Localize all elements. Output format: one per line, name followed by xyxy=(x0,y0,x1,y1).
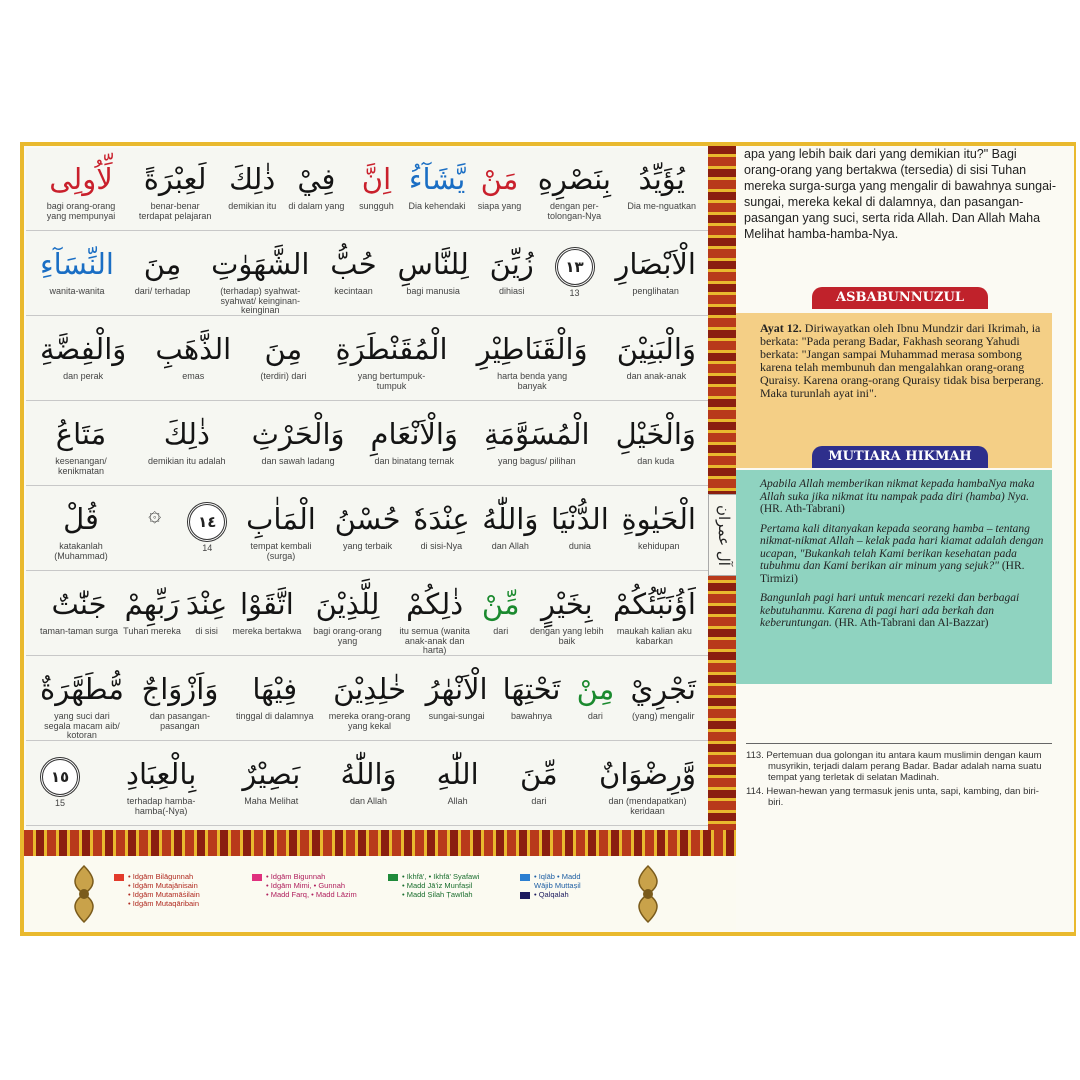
word-cell xyxy=(409,148,466,230)
word-translation: Maha Melihat xyxy=(244,796,299,806)
legend-swatch-navy xyxy=(520,892,530,899)
word-translation: dengan per-tolongan-Nya xyxy=(547,201,602,221)
word-translation: yang terbaik xyxy=(343,541,393,551)
word-cell xyxy=(307,573,389,655)
word-translation: yang suci dari segala macam aib/ kotoran xyxy=(44,711,120,740)
word-translation: emas xyxy=(182,371,205,381)
word-translation: dan anak-anak xyxy=(626,371,687,381)
legend-swatch-red xyxy=(114,874,124,881)
word-cell xyxy=(211,233,309,315)
word-cell xyxy=(490,233,534,315)
arabic-word: لِّاُولِى xyxy=(49,162,113,196)
word-translation: maukah kalian aku kabarkan xyxy=(616,626,692,646)
arabic-word: مُّطَهَّرَةٌ xyxy=(40,672,124,706)
word-translation: tempat kembali (surga) xyxy=(250,541,312,561)
arabic-word: وَاللّٰهُ xyxy=(340,757,397,791)
word-cell xyxy=(240,488,322,570)
arabic-word: عِنْدَ xyxy=(185,587,228,621)
legend-swatch-pink xyxy=(252,874,262,881)
hikmah-quote: Pertama kali ditanyakan kepada seorang hamba – tentang nikmat-nikmat Allah – kelak pada hari kiamat adalah dengan ucapan, "Bukankah telah Kami berikan kesehatan pada tubuhmu dan Kami berikan air minum yang sejuk?" xyxy=(760,522,1044,572)
arabic-word: جَنّٰتٌ xyxy=(51,587,107,621)
legend-item: • Iqlāb • Madd xyxy=(534,872,581,881)
word-translation: bagi orang-orang yang xyxy=(313,626,382,646)
word-cell xyxy=(40,318,126,400)
legend-item: Wājib Muttaṣil xyxy=(534,881,581,890)
word-cell xyxy=(236,658,314,740)
word-translation: sungguh xyxy=(359,201,394,211)
word-translation: tinggal di dalamnya xyxy=(235,711,314,721)
word-translation: dan binatang ternak xyxy=(374,456,455,466)
word-translation: mereka orang-orang yang kekal xyxy=(328,711,411,731)
word-translation: bawahnya xyxy=(511,711,553,721)
word-translation: kecintaan xyxy=(334,286,373,296)
word-cell xyxy=(630,658,696,740)
hikmah-quote: Apabila Allah memberikan nikmat kepada hambaNya maka Allah suka jika nikmat itu nampak pada diri (hamba) Nya. xyxy=(760,478,1035,503)
arabic-word: اِنَّ xyxy=(361,162,392,196)
word-cell xyxy=(329,658,411,740)
word-translation: dan (mendapatkan) keridaan xyxy=(608,796,687,816)
arabic-word: مِنَ xyxy=(143,247,182,281)
arabic-word: وَالْحَرْثِ xyxy=(251,417,345,451)
word-cell xyxy=(371,403,458,485)
arabic-word: ذٰلِكَ xyxy=(229,162,276,196)
arabic-word: وَّرِضْوَانٌ xyxy=(599,757,696,791)
arabic-word: مَتَاعُ xyxy=(55,417,107,451)
arabic-word: لِلَّذِيْنَ xyxy=(315,587,380,621)
ayah-number-marker: ١٤ xyxy=(187,502,227,542)
word-cell xyxy=(40,743,80,825)
word-cell xyxy=(288,148,344,230)
word-translation: dari xyxy=(531,796,547,806)
word-cell xyxy=(616,403,696,485)
footnotes xyxy=(746,750,1052,811)
word-cell xyxy=(526,573,608,655)
footnote: 114. Hewan-hewan yang termasuk jenis unta, sapi, kambing, dan biri-biri. xyxy=(746,786,1039,808)
arabic-word: اتَّقَوْا xyxy=(239,587,294,621)
legend-swatch-green xyxy=(388,874,398,881)
asbabunnuzul-body: Diriwayatkan oleh Ibnu Mundzir dari Ikrimah, ia berkata: "Pada perang Badar, Fakhash seorang Yahudi berkata: "Jangan sampai Muhammad merasa sombong karena telah membunuh dan mengalahkan orang-orang Quraisy. Karena orang-orang Quraisy tidak bisa berperang. Maka turunlah ayat ini". xyxy=(760,321,1044,400)
word-translation: (yang) mengalir xyxy=(631,711,695,721)
ayah-number-marker: ١٥ xyxy=(40,757,80,797)
quran-row xyxy=(26,148,708,231)
legend-item: • Madd Farq, • Madd Lāzim xyxy=(266,890,357,899)
word-cell xyxy=(519,743,559,825)
arabic-word: الشَّهَوٰتِ xyxy=(211,247,310,281)
legend-item: • Idgām Mutajānisain xyxy=(128,881,198,890)
surah-tab: آل عمران xyxy=(708,494,740,576)
word-translation: benar-benar terdapat pelajaran xyxy=(138,201,212,221)
footnote-divider xyxy=(746,743,1052,744)
word-translation: bagi orang-orang yang mempunyai xyxy=(46,201,116,221)
word-cell xyxy=(599,743,696,825)
arabic-word: اللّٰهِ xyxy=(436,757,479,791)
word-cell xyxy=(186,573,227,655)
arabic-word: بَصِيْرٌ xyxy=(242,757,301,791)
arabic-word: زُيِّنَ xyxy=(489,247,534,281)
quran-row xyxy=(26,573,708,656)
arabic-word: الدُّنْيَا xyxy=(551,502,609,536)
ornament-border-bottom xyxy=(24,830,736,856)
arabic-word: رَبِّهِمْ xyxy=(124,587,180,621)
mutiara-hikmah-title: MUTIARA HIKMAH xyxy=(812,446,988,468)
word-translation: dan Allah xyxy=(491,541,529,551)
word-cell xyxy=(40,573,118,655)
arabic-word: الذَّهَبِ xyxy=(155,332,232,366)
word-translation: sungai-sungai xyxy=(428,711,485,721)
asbabunnuzul-title: ASBABUNNUZUL xyxy=(812,287,988,309)
word-cell xyxy=(613,573,696,655)
word-cell xyxy=(335,488,401,570)
ornament-left-icon xyxy=(64,864,104,924)
word-cell xyxy=(477,318,588,400)
word-translation: 14 xyxy=(202,543,213,553)
asbabunnuzul-text xyxy=(760,322,1044,400)
word-cell xyxy=(394,573,476,655)
quran-row xyxy=(26,403,708,486)
word-line xyxy=(26,743,708,825)
word-line xyxy=(26,488,708,570)
arabic-word: الْمُسَوَّمَةِ xyxy=(484,417,590,451)
word-cell xyxy=(478,148,522,230)
word-translation: dan Allah xyxy=(349,796,387,806)
word-cell xyxy=(40,148,122,230)
arabic-word: فِيْهَا xyxy=(252,672,298,706)
word-cell xyxy=(123,573,181,655)
arabic-word: الْاَنْهٰرُ xyxy=(425,672,488,706)
tajwid-legend xyxy=(26,858,736,930)
word-cell xyxy=(335,318,447,400)
word-translation: Dia kehendaki xyxy=(408,201,466,211)
word-translation: demikian itu adalah xyxy=(148,456,226,466)
arabic-word: يُؤَيِّدُ xyxy=(638,162,685,196)
legend-item: • Idgām Mutaqāribain xyxy=(128,899,199,908)
word-cell xyxy=(148,403,226,485)
legend-item: • Idgām Mutamāṡilain xyxy=(128,890,200,899)
arabic-word: تَحْتِهَا xyxy=(502,672,561,706)
word-line xyxy=(26,573,708,655)
word-translation: kesenangan/ kenikmatan xyxy=(55,456,107,476)
word-cell xyxy=(120,743,202,825)
hikmah-source: (HR. Tirmizi) xyxy=(760,560,1025,585)
word-cell xyxy=(413,488,469,570)
word-line xyxy=(26,233,708,315)
word-cell xyxy=(503,658,561,740)
hikmah-quote: Bangunlah pagi hari untuk mencari rezeki dan berbagai kebutuhanmu. Karena di pagi hari ada berkah dan keberuntungan. xyxy=(760,592,1020,629)
rub-el-hizb-icon: ۞ xyxy=(148,502,162,527)
legend-col-1 xyxy=(114,872,200,908)
word-cell xyxy=(228,148,276,230)
word-line xyxy=(26,658,708,740)
word-translation: Dia me-nguatkan xyxy=(627,201,696,211)
arabic-word: لَعِبْرَةً xyxy=(143,162,207,196)
arabic-word: وَالْخَيْلِ xyxy=(615,417,696,451)
arabic-word: حُسْنُ xyxy=(334,502,401,536)
legend-item: • Idgām Mimi, • Gunnah xyxy=(266,881,346,890)
arabic-word: وَاللّٰهُ xyxy=(482,502,539,536)
word-cell xyxy=(135,488,175,570)
arabic-word: مِّنْ xyxy=(481,587,520,621)
legend-item: • Idgām Bilāgunnah xyxy=(128,872,194,881)
word-translation: dan kuda xyxy=(637,456,675,466)
word-cell xyxy=(555,233,595,315)
word-translation: dengan yang lebih baik xyxy=(530,626,604,646)
quran-row xyxy=(26,658,708,741)
word-cell xyxy=(40,403,122,485)
word-cell xyxy=(232,573,301,655)
translation-text: apa yang lebih baik dari yang demikian itu?" Bagi orang-orang yang bertakwa (tersedia) di sisi Tuhan mereka surga-surga yang mengalir di bawahnya sungai-sungai, mereka kekal di dalamnya, dan pasangan-pasangan yang suci, serta rida Allah. Dan Allah Maha Melihat hamba-hamba-Nya. xyxy=(744,147,1056,241)
word-translation: 15 xyxy=(54,798,65,808)
hikmah-paragraph xyxy=(760,592,1050,630)
word-translation: (terdiri) dari xyxy=(260,371,307,381)
arabic-word: وَالْقَنَاطِيْرِ xyxy=(476,332,588,366)
word-line xyxy=(26,403,708,485)
word-cell xyxy=(482,488,538,570)
arabic-word: الْاَبْصَارِ xyxy=(615,247,696,281)
arabic-word: حُبُّ xyxy=(330,247,377,281)
word-translation: di sisi xyxy=(195,626,218,636)
word-cell xyxy=(481,573,521,655)
word-cell xyxy=(627,148,696,230)
word-translation: di sisi-Nya xyxy=(420,541,463,551)
word-cell xyxy=(252,403,345,485)
word-cell xyxy=(551,488,609,570)
arabic-word: لِلنَّاسِ xyxy=(397,247,469,281)
arabic-word: النِّسَآءِ xyxy=(40,247,114,281)
word-line xyxy=(26,318,708,400)
word-translation: dan sawah ladang xyxy=(261,456,335,466)
word-translation: kehidupan xyxy=(637,541,680,551)
quran-panel xyxy=(26,148,710,830)
arabic-word: الْمَاٰبِ xyxy=(246,502,316,536)
word-cell xyxy=(484,403,590,485)
footnote: 113. Pertemuan dua golongan itu antara kaum muslimin dengan kaum musyrikin, terjadi dalam perang Badar. Badar adalah nama suatu tempat yang terletak di selatan Madinah. xyxy=(746,750,1042,783)
word-translation: (terhadap) syahwat-syahwat/ keinginan-keinginan xyxy=(220,286,301,315)
word-cell xyxy=(40,658,124,740)
arabic-word: بِنَصْرِهِ xyxy=(537,162,611,196)
arabic-word: قُلْ xyxy=(63,502,99,536)
word-cell xyxy=(330,233,376,315)
arabic-word: وَالْاَنْعَامِ xyxy=(370,417,458,451)
arabic-word: وَالْبَنِيْنَ xyxy=(616,332,696,366)
hikmah-source: (HR. Ath-Tabrani) xyxy=(760,503,845,515)
legend-col-4 xyxy=(520,872,581,899)
hikmah-source: (HR. Ath-Tabrani dan Al-Bazzar) xyxy=(834,617,989,629)
word-cell xyxy=(621,488,696,570)
word-cell xyxy=(426,658,488,740)
word-translation: Allah xyxy=(447,796,468,806)
word-translation: taman-taman surga xyxy=(40,626,119,636)
mutiara-hikmah-text xyxy=(760,478,1050,637)
word-translation: dunia xyxy=(568,541,591,551)
legend-item: • Ikhfā', • Ikhfā' Syafawi xyxy=(402,872,480,881)
hikmah-paragraph xyxy=(760,478,1050,516)
word-translation: dari xyxy=(587,711,603,721)
word-translation: dari/ terhadap xyxy=(134,286,191,296)
word-translation: di dalam yang xyxy=(288,201,345,211)
word-cell xyxy=(40,233,114,315)
arabic-word: الْمُقَنْطَرَةِ xyxy=(335,332,448,366)
word-cell xyxy=(533,148,615,230)
word-line xyxy=(26,148,708,230)
word-translation: penglihatan xyxy=(632,286,679,296)
legend-item: • Idgām Bigunnah xyxy=(266,872,326,881)
word-cell xyxy=(260,318,306,400)
arabic-word: وَاَزْوَاجٌ xyxy=(141,672,219,706)
word-translation: yang bertumpuk-tumpuk xyxy=(357,371,426,391)
word-translation: Tuhan mereka xyxy=(123,626,181,636)
legend-col-3 xyxy=(388,872,479,899)
word-translation: dan pasangan-pasangan xyxy=(149,711,210,731)
arabic-word: تَجْرِيْ xyxy=(630,672,696,706)
arabic-word: عِنْدَهٗ xyxy=(413,502,470,536)
ornament-right-icon xyxy=(628,864,668,924)
word-cell xyxy=(40,488,122,570)
legend-item: • Qalqalah xyxy=(534,890,569,899)
quran-row xyxy=(26,233,708,316)
word-cell xyxy=(155,318,231,400)
word-cell xyxy=(340,743,396,825)
arabic-word: مِنْ xyxy=(576,672,615,706)
word-translation: 13 xyxy=(569,288,580,298)
word-cell xyxy=(617,318,696,400)
word-cell xyxy=(356,148,396,230)
word-translation: dan perak xyxy=(63,371,104,381)
word-cell xyxy=(437,743,479,825)
arabic-word: بِالْعِبَادِ xyxy=(126,757,197,791)
word-translation: mereka bertakwa xyxy=(232,626,302,636)
word-translation: siapa yang xyxy=(477,201,522,211)
arabic-word: مَنْ xyxy=(480,162,519,196)
arabic-word: مِنَ xyxy=(264,332,303,366)
word-translation: wanita-wanita xyxy=(49,286,105,296)
legend-item: • Madd Jā'iz Munfaṣil xyxy=(402,881,473,890)
legend-item: • Madd Ṣilah Ṭawīlah xyxy=(402,890,473,899)
word-cell xyxy=(575,658,615,740)
hikmah-paragraph xyxy=(760,523,1050,586)
legend-col-2 xyxy=(252,872,357,899)
word-translation: dihiasi xyxy=(498,286,525,296)
word-cell xyxy=(135,233,191,315)
arabic-word: بِخَيْرٍ xyxy=(541,587,593,621)
word-cell xyxy=(139,658,221,740)
word-cell xyxy=(187,488,227,570)
quran-row xyxy=(26,488,708,571)
word-translation: terhadap hamba-hamba(-Nya) xyxy=(126,796,196,816)
arabic-word: اَؤُنَبِّئُكُمْ xyxy=(612,587,696,621)
word-cell xyxy=(397,233,468,315)
word-translation: dari xyxy=(493,626,509,636)
word-translation: demikian itu xyxy=(228,201,277,211)
arabic-word: فِيْ xyxy=(297,162,336,196)
ayah-number-marker: ١٣ xyxy=(555,247,595,287)
arabic-word: ذٰلِكُمْ xyxy=(406,587,464,621)
arabic-word: يَّشَآءُ xyxy=(408,162,466,196)
word-cell xyxy=(242,743,300,825)
word-translation: itu semua (wanita anak-anak dan harta) xyxy=(399,626,470,655)
word-cell xyxy=(134,148,216,230)
word-translation: yang bagus/ pilihan xyxy=(498,456,576,466)
arabic-word: مِّنَ xyxy=(520,757,558,791)
word-translation: katakanlah (Muhammad) xyxy=(54,541,108,561)
word-translation: harta benda yang banyak xyxy=(497,371,568,391)
arabic-word: ذٰلِكَ xyxy=(163,417,210,451)
word-translation: bagi manusia xyxy=(406,286,460,296)
asbabunnuzul-lead: Ayat 12. xyxy=(760,321,802,335)
arabic-word: خٰلِدِيْنَ xyxy=(333,672,406,706)
arabic-word: وَالْفِضَّةِ xyxy=(40,332,127,366)
word-cell xyxy=(615,233,696,315)
quran-row xyxy=(26,318,708,401)
quran-row xyxy=(26,743,708,826)
arabic-word: الْحَيٰوةِ xyxy=(621,502,696,536)
legend-swatch-blue xyxy=(520,874,530,881)
